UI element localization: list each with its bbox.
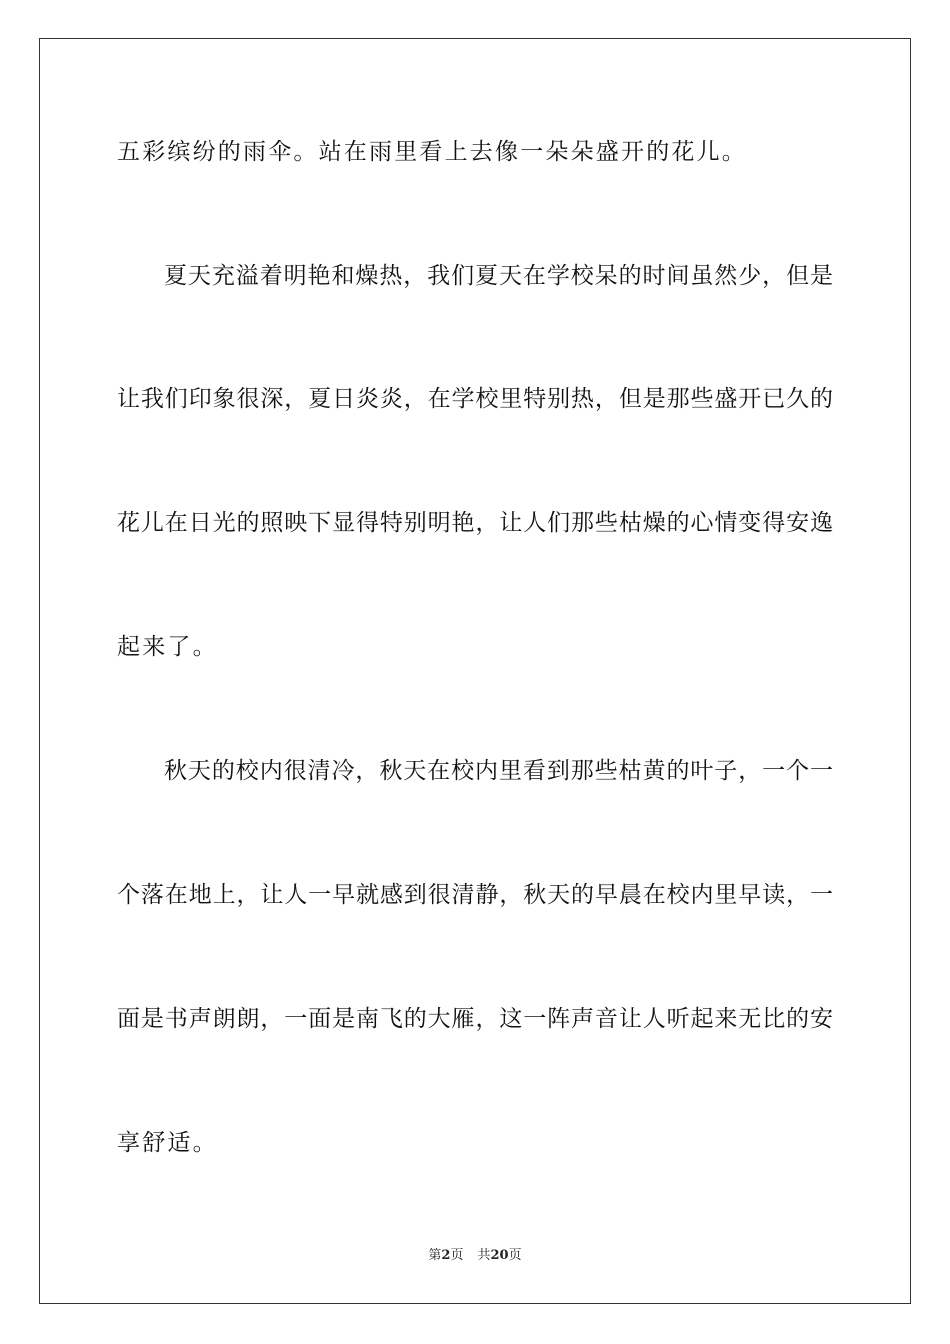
paragraph-line-2: 夏天充溢着明艳和燥热，我们夏天在学校呆的时间虽然少，但是 — [164, 263, 833, 289]
page-footer — [0, 1248, 950, 1264]
paragraph-line-1: 五彩缤纷的雨伞。站在雨里看上去像一朵朵盛开的花儿。 — [117, 139, 747, 165]
total-prefix: 共 — [477, 1248, 491, 1263]
page-number: 2 — [441, 1248, 451, 1263]
total-pages: 20 — [490, 1248, 509, 1263]
paragraph-line-5: 起来了。 — [117, 634, 218, 660]
page-border — [39, 38, 911, 1304]
paragraph-line-8: 面是书声朗朗，一面是南飞的大雁，这一阵声音让人听起来无比的安 — [117, 1006, 833, 1032]
paragraph-line-6: 秋天的校内很清冷，秋天在校内里看到那些枯黄的叶子，一个一 — [164, 758, 833, 784]
page-suffix: 页 — [450, 1248, 464, 1263]
paragraph-line-9: 享舒适。 — [117, 1130, 218, 1156]
paragraph-line-4: 花儿在日光的照映下显得特别明艳，让人们那些枯燥的心情变得安逸 — [117, 510, 833, 536]
total-suffix: 页 — [508, 1248, 522, 1263]
paragraph-line-7: 个落在地上，让人一早就感到很清静，秋天的早晨在校内里早读，一 — [117, 882, 833, 908]
paragraph-line-3: 让我们印象很深，夏日炎炎，在学校里特别热，但是那些盛开已久的 — [117, 386, 833, 412]
page-prefix: 第 — [428, 1248, 442, 1263]
